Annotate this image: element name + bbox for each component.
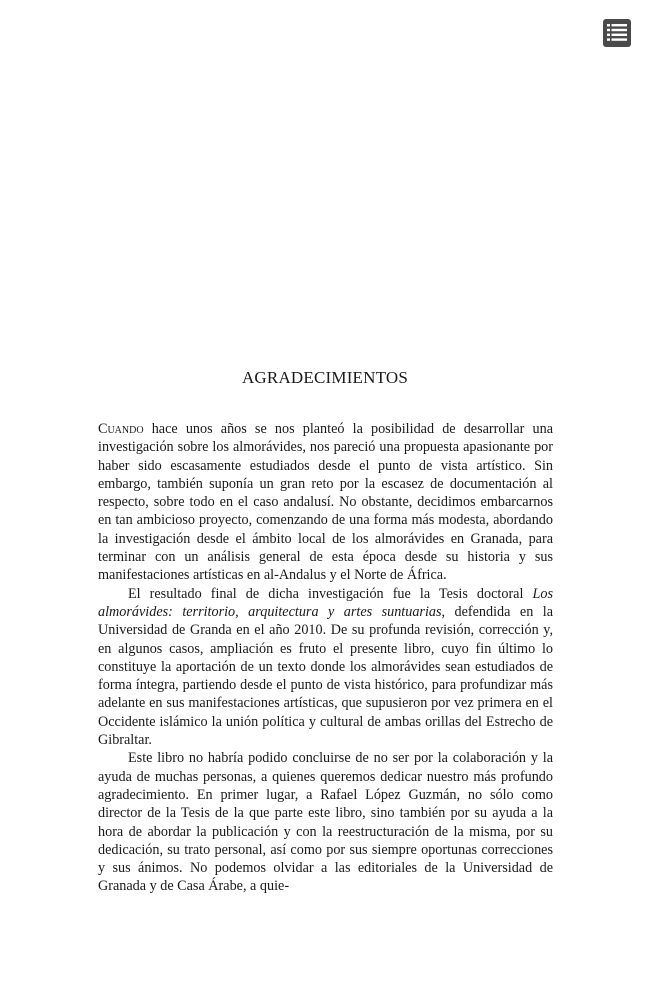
thesis-title: Los almorávides: territorio, arquitectura y artes suntuarias bbox=[98, 585, 553, 620]
list-menu-icon bbox=[607, 23, 627, 43]
paragraph-lead-word: Cuando bbox=[98, 421, 144, 437]
page-title: AGRADECIMIENTOS bbox=[241, 368, 409, 387]
paragraph-2-text-before: El resultado final de dicha investigación fue la Tesis doctoral bbox=[128, 585, 533, 602]
paragraph-1-text: hace unos años se nos planteó la posibilidad de desarrollar una investigación sobre los almorávides, nos pareció una propuesta apasionante por haber sido escasamente estudiados desde el punto de vista artístico. Sin embargo, también suponía un gran reto por la escasez de documentación al respecto, sobre todo en el caso andalusí. No obstante, decidimos embarcarnos en tan ambicioso proyecto, comenzando de una forma más modesta, abordando la investigación desde el ámbito local de los almorávides en Granada, para terminar con un análisis general de esta época desde su historia y sus manifestaciones artísticas en al-Andalus y el Norte de África. bbox=[98, 421, 553, 584]
paragraph-2-text-after: , defendida en la Universidad de Granda en el año 2010. De su profunda revisión, corrección y, en algunos casos, ampliación es fruto el presente libro, cuyo fin último lo constituye la aportación de un texto donde los almorávides sean estudiados de forma íntegra, partiendo desde el punto de vista histórico, para profundizar más adelante en sus manifestaciones artísticas, que supusieron por vez primera en el Occidente islámico la unión política y cultural de ambas orillas del Estrecho de Gibraltar. bbox=[98, 603, 553, 749]
menu-button[interactable] bbox=[603, 19, 631, 47]
body-text bbox=[98, 420, 553, 896]
paragraph-2 bbox=[98, 585, 553, 750]
paragraph-3-text: Este libro no habría podido concluirse de no ser por la colaboración y la ayuda de muchas personas, a quienes queremos dedicar nuestro más profundo agradecimiento. En primer lugar, a Rafael López Guzmán, no sólo como director de la Tesis de la que parte este libro, sino también por su ayuda a la hora de abordar la publicación y con la reestructuración de la misma, por su dedicación, su trato personal, así como por sus siempre oportunas correcciones y sus ánimos. No podemos olvidar a las editoriales de la Universidad de Granada y de Casa Árabe, a quie- bbox=[98, 750, 553, 895]
paragraph-3 bbox=[98, 749, 553, 895]
paragraph-1 bbox=[98, 420, 553, 585]
